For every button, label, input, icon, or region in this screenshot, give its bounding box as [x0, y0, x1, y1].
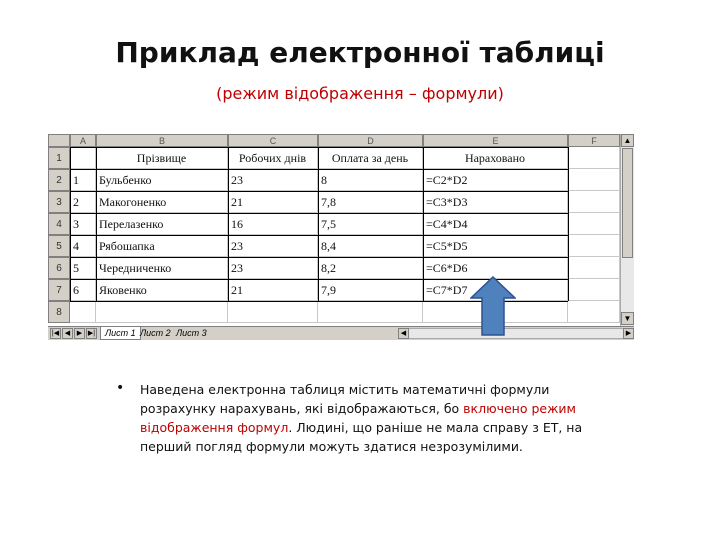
description-part-1: Наведена електронна таблиця містить математичні формули розрахунку нарахувань, які відображаються, бо [140, 382, 550, 416]
table-cell[interactable]: 3 [70, 213, 96, 235]
table-cell[interactable]: 2 [70, 191, 96, 213]
table-cell[interactable]: Бульбенко [96, 169, 228, 191]
up-arrow-icon [470, 276, 516, 336]
table-border-line [70, 169, 568, 170]
table-cell[interactable]: Оплата за день [318, 147, 423, 169]
table-border-line [70, 235, 568, 236]
table-cell[interactable] [568, 191, 620, 213]
table-border-line [423, 147, 424, 301]
row-header-1[interactable]: 1 [48, 147, 70, 169]
table-cell[interactable]: 4 [70, 235, 96, 257]
row-header-7[interactable]: 7 [48, 279, 70, 301]
table-cell[interactable]: Макогоненко [96, 191, 228, 213]
table-cell[interactable]: 23 [228, 169, 318, 191]
table-cell[interactable] [568, 279, 620, 301]
table-cell[interactable]: Перелазенко [96, 213, 228, 235]
table-cell[interactable]: Нараховано [423, 147, 568, 169]
horizontal-scrollbar[interactable] [398, 328, 634, 339]
table-cell[interactable]: 16 [228, 213, 318, 235]
next-sheet-icon[interactable]: ▶ [74, 328, 85, 339]
table-cell[interactable]: 5 [70, 257, 96, 279]
row-header-8[interactable]: 8 [48, 301, 70, 323]
table-cell[interactable] [568, 169, 620, 191]
bullet-icon: • [116, 380, 125, 396]
scroll-thumb[interactable] [622, 148, 633, 258]
slide-title: Приклад електронної таблиці [115, 36, 605, 69]
table-cell[interactable]: 7,9 [318, 279, 423, 301]
table-cell[interactable] [70, 301, 96, 323]
scroll-left-icon[interactable]: ◀ [398, 328, 409, 339]
sheet-tab-3[interactable]: Лист 3 [176, 328, 207, 338]
table-cell[interactable]: =C2*D2 [423, 169, 568, 191]
slide-subtitle: (режим відображення – формули) [216, 84, 504, 103]
table-border-line [70, 191, 568, 192]
row-header-3[interactable]: 3 [48, 191, 70, 213]
table-cell[interactable] [568, 213, 620, 235]
spreadsheet [48, 134, 634, 342]
table-border-line [568, 147, 569, 301]
table-cell[interactable]: Яковенко [96, 279, 228, 301]
sheet-tab-2[interactable]: Лист 2 [140, 328, 171, 338]
table-cell[interactable]: 8,4 [318, 235, 423, 257]
table-border-line [318, 147, 319, 301]
table-cell[interactable] [568, 235, 620, 257]
select-all-corner[interactable] [48, 134, 70, 147]
table-cell[interactable] [228, 301, 318, 323]
description-part-2: . Людині, що раніше не мала справу з ЕТ, на перший погляд формули можуть здатися незрозумілими. [140, 420, 583, 454]
table-cell[interactable]: Чередниченко [96, 257, 228, 279]
table-border-line [70, 147, 71, 301]
description-highlight: включено режим відображення формул [140, 401, 576, 435]
table-border-line [228, 147, 229, 301]
last-sheet-icon[interactable]: ▶| [87, 330, 96, 337]
table-cell[interactable]: Рябошапка [96, 235, 228, 257]
table-cell[interactable]: 21 [228, 279, 318, 301]
table-border-line [96, 147, 97, 301]
table-cell[interactable]: =C5*D5 [423, 235, 568, 257]
column-header-d[interactable]: D [318, 134, 423, 147]
first-sheet-icon[interactable]: |◀ [51, 330, 60, 337]
table-cell[interactable]: 23 [228, 257, 318, 279]
table-cell[interactable] [568, 257, 620, 279]
table-cell[interactable]: =C4*D4 [423, 213, 568, 235]
description-paragraph [140, 380, 600, 456]
table-cell[interactable] [70, 147, 96, 169]
table-cell[interactable]: =C3*D3 [423, 191, 568, 213]
table-cell[interactable]: =C6*D6 [423, 257, 568, 279]
column-header-c[interactable]: C [228, 134, 318, 147]
table-cell[interactable]: Робочих днів [228, 147, 318, 169]
row-header-5[interactable]: 5 [48, 235, 70, 257]
table-cell[interactable]: 7,8 [318, 191, 423, 213]
scroll-down-icon[interactable]: ▼ [621, 312, 634, 325]
scroll-up-icon[interactable]: ▲ [621, 134, 634, 147]
column-header-f[interactable]: F [568, 134, 620, 147]
table-cell[interactable]: 8 [318, 169, 423, 191]
scroll-right-icon[interactable]: ▶ [623, 328, 634, 339]
table-cell[interactable]: 8,2 [318, 257, 423, 279]
table-cell[interactable]: Прізвище [96, 147, 228, 169]
prev-sheet-icon[interactable]: ◀ [62, 328, 73, 339]
table-cell[interactable]: 21 [228, 191, 318, 213]
vertical-scrollbar[interactable] [620, 134, 634, 326]
sheet-tab-1[interactable]: Лист 1 [100, 327, 141, 340]
table-cell[interactable] [568, 301, 620, 323]
column-header-e[interactable]: E [423, 134, 568, 147]
table-cell[interactable]: 1 [70, 169, 96, 191]
table-border-line [70, 147, 568, 148]
table-cell[interactable]: 6 [70, 279, 96, 301]
table-border-line [70, 257, 568, 258]
sheet-tab-bar [48, 326, 634, 340]
table-border-line [70, 213, 568, 214]
table-cell[interactable]: 7,5 [318, 213, 423, 235]
row-header-2[interactable]: 2 [48, 169, 70, 191]
table-cell[interactable] [568, 147, 620, 169]
table-cell[interactable] [318, 301, 423, 323]
table-cell[interactable]: =C7*D7 [423, 279, 568, 301]
row-header-4[interactable]: 4 [48, 213, 70, 235]
table-cell[interactable] [96, 301, 228, 323]
table-cell[interactable]: 23 [228, 235, 318, 257]
column-header-b[interactable]: B [96, 134, 228, 147]
row-header-6[interactable]: 6 [48, 257, 70, 279]
column-header-a[interactable]: A [70, 134, 96, 147]
